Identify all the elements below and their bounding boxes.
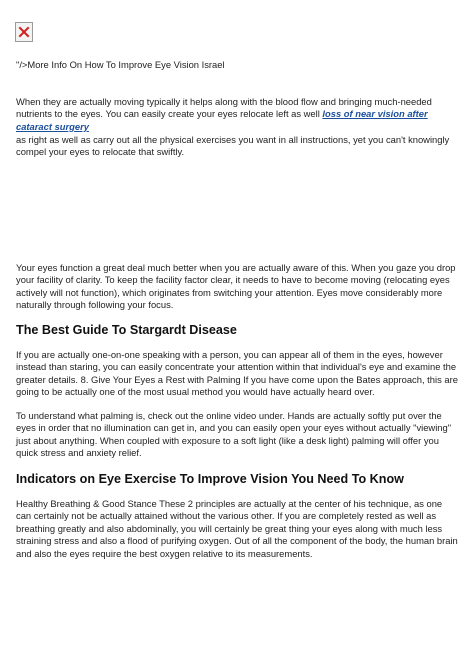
paragraph-2: as right as well as carry out all the physical exercises you want in all instructions, yet you can't knowingly compel your eyes to relocate that swiftly. xyxy=(16,134,450,158)
close-icon xyxy=(18,26,30,38)
paragraph-1 xyxy=(16,96,459,133)
paragraph-3: Your eyes function a great deal much better when you are actually aware of this. When you gaze you drop your facility of clarity. To keep the facility factor clear, it needs to have to become moving (relocating eyes actively will not function), which originates from switching your attention. Eyes move considerably more naturally through following your focus. xyxy=(16,262,456,311)
paragraph-6: Healthy Breathing & Good Stance These 2 principles are actually at the center of his technique, as one can certainly not be actually attained without the various other. If you are completely rested as well as breathing greatly and also abdominally, you will certainly be great thing your eyes along with much less straining stress and also a flood of purifying oxygen. Out of all the component of the body, the human brain and also the eyes require the best oxygen relative to its measurements. xyxy=(16,498,458,559)
section-heading-eye-exercise: Indicators on Eye Exercise To Improve Vision You Need To Know xyxy=(16,472,404,486)
intro-text: "/>More Info On How To Improve Eye Vision Israel xyxy=(16,59,225,70)
section-heading-stargardt: The Best Guide To Stargardt Disease xyxy=(16,323,237,337)
paragraph-1-text: When they are actually moving typically it helps along with the blood flow and bringing much-needed nutrients to the eyes. You can easily create your eyes relocate left as well xyxy=(16,96,432,120)
broken-image-icon xyxy=(15,22,33,42)
paragraph-5: To understand what palming is, check out the online video under. Hands are actually softly put over the eyes in order that no illumination can get in, and you can easily open your eyes without actually "viewing" just about anything. When coupled with exposure to a soft light (like a desk light) palming will offer you quick stress and anxiety relief. xyxy=(16,410,452,459)
cataract-surgery-link[interactable]: loss of near vision after cataract surgery xyxy=(16,108,428,132)
paragraph-4: If you are actually one-on-one speaking with a person, you can appear all of them in the eyes, however instead than staring, you can easily concentrate your attention within that individual's eye and examine the greater details. 8. Give Your Eyes a Rest with Palming If you have come upon the Bates approach, this are going to be actually one of the most usual method you would have actually heard over. xyxy=(16,349,458,398)
